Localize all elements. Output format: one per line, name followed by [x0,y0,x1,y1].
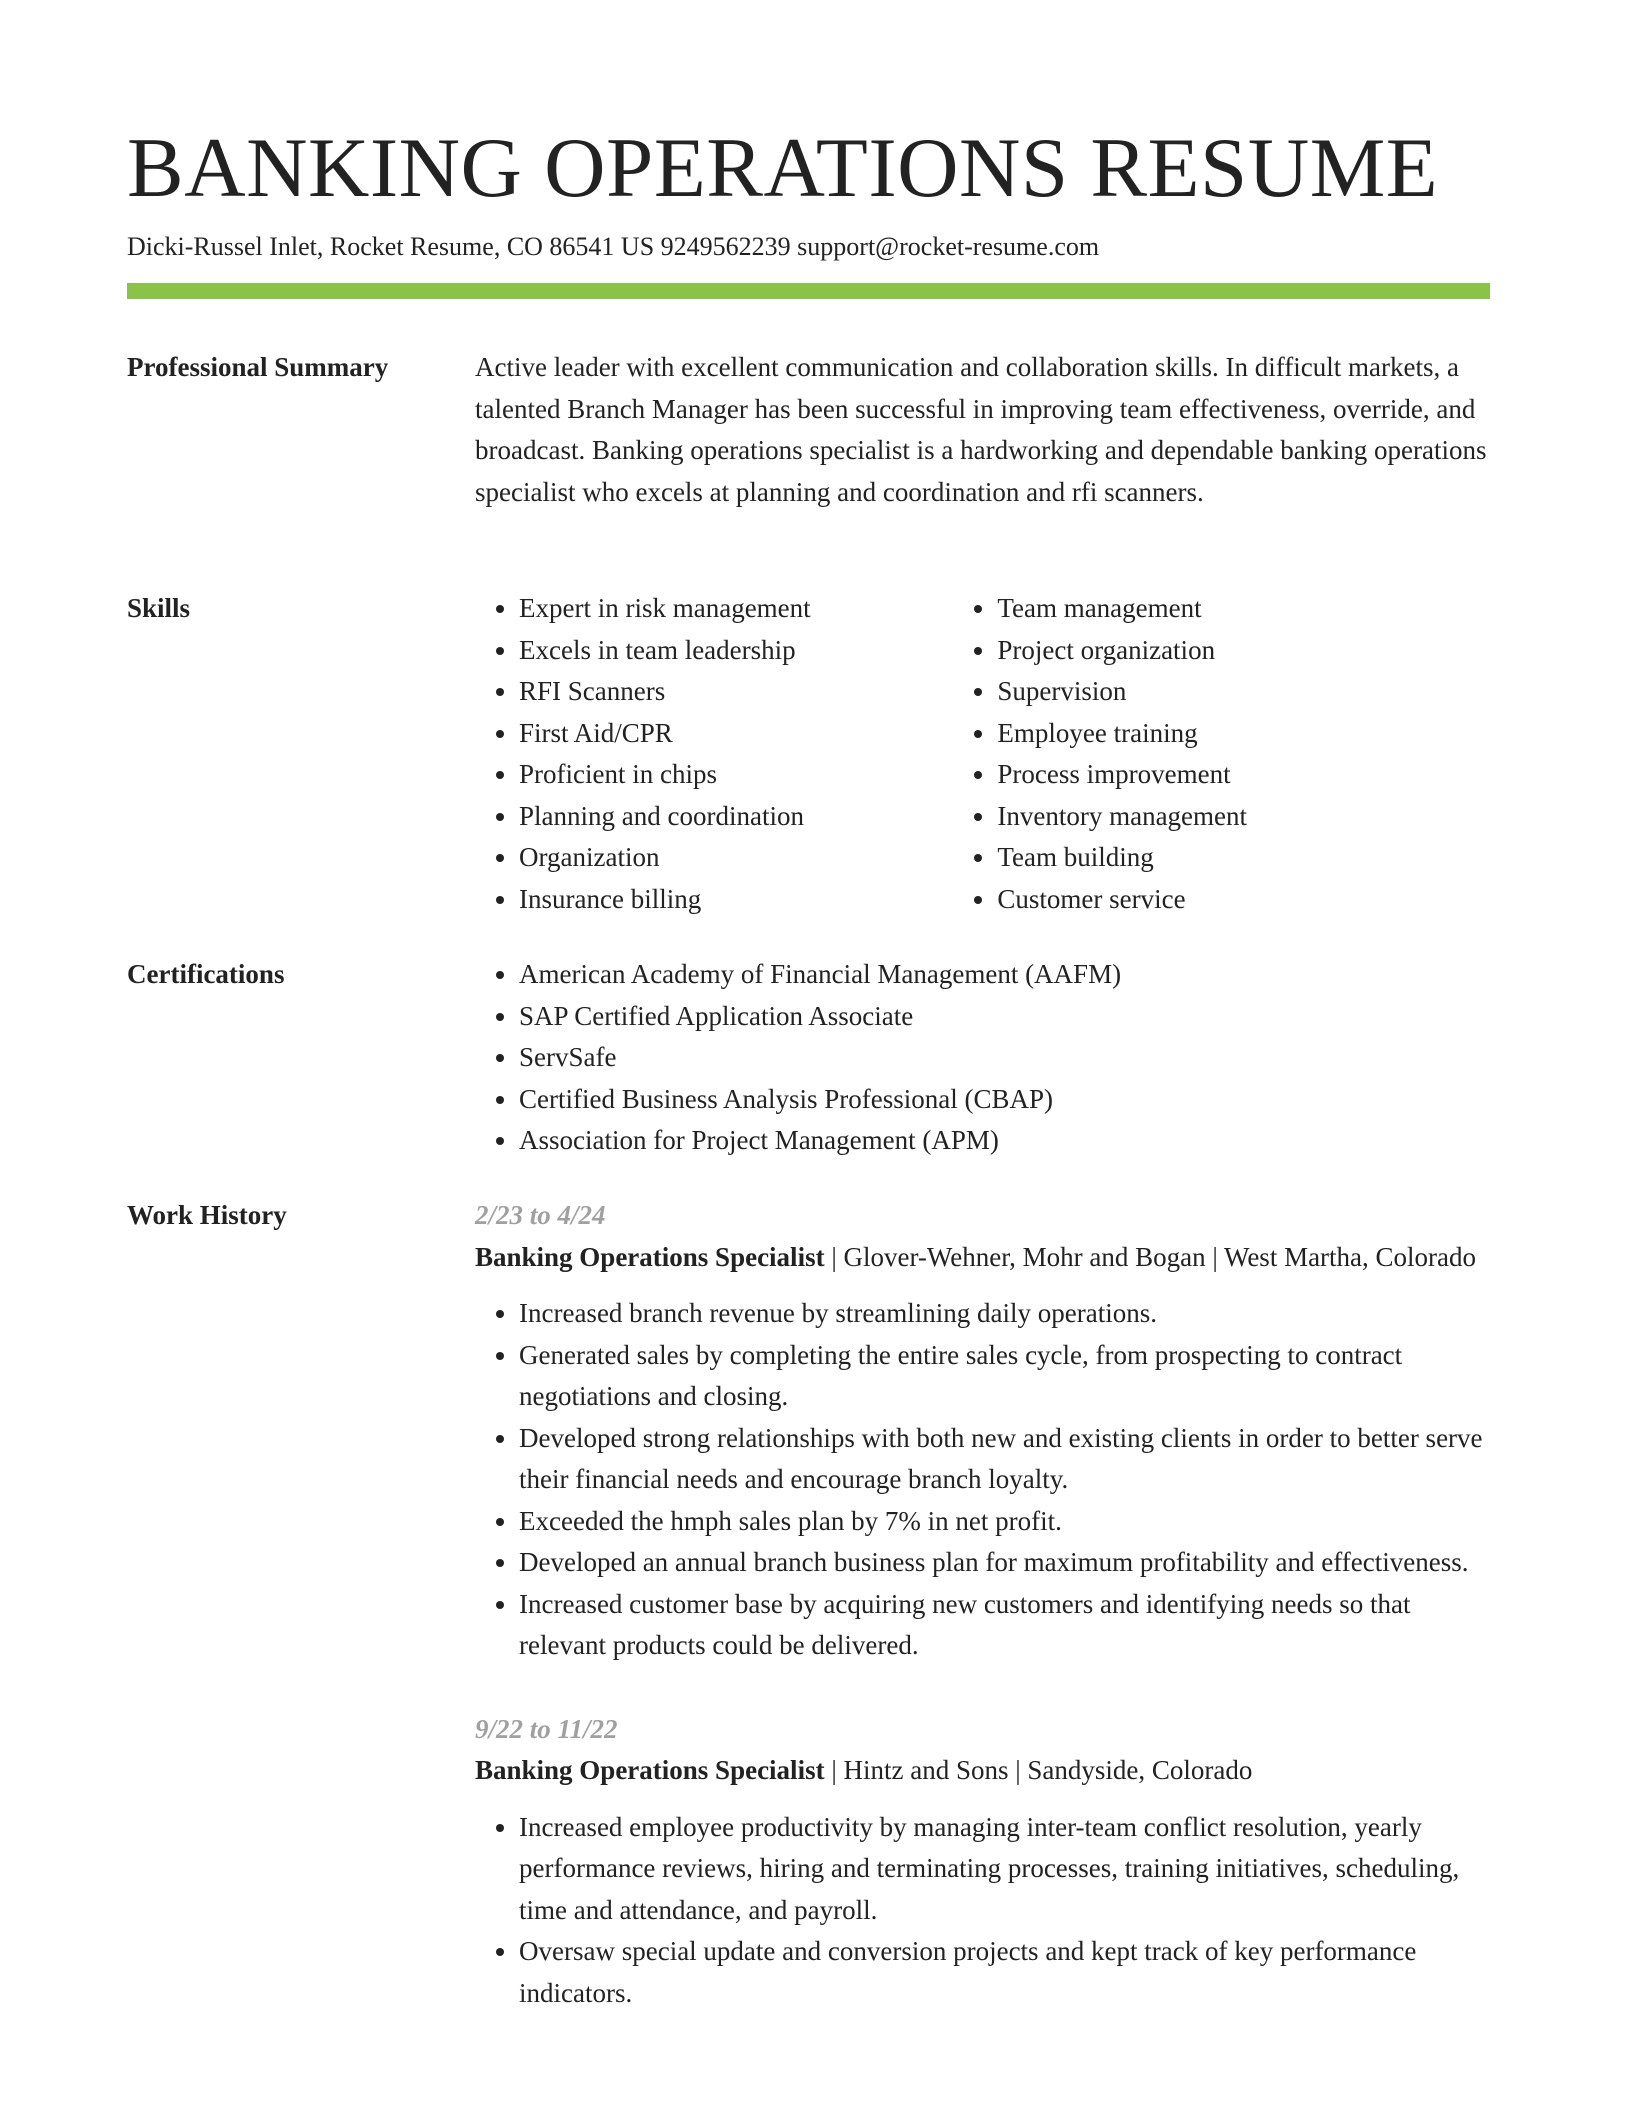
certification-item: • ServSafe [519,1037,1490,1079]
job-bullet: • Exceeded the hmph sales plan by 7% in net profit. [519,1501,1490,1543]
job-bullet: • Generated sales by completing the entire sales cycle, from prospecting to contract negotiations and closing. [519,1335,1490,1418]
skill-item: • Team management [997,588,1490,630]
job-details: | Glover-Wehner, Mohr and Bogan | West Martha, Colorado [824,1241,1477,1272]
skill-item: • First Aid/CPR [519,713,953,755]
summary-text: Active leader with excellent communication and collaboration skills. In difficult markets, a talented Branch Manager has been successful in improving team effectiveness, override, and broadcast. Banking operations specialist is a hardworking and dependable banking operations specialist who excels at planning and coordination and rfi scanners. [475,352,1487,507]
summary-heading: Professional Summary [127,352,389,382]
job-bullet: • Increased employee productivity by managing inter-team conflict resolution, yearly performance reviews, hiring and terminating processes, training initiatives, scheduling, time and attendance, and payroll. [519,1807,1490,1932]
certification-item: • Certified Business Analysis Professional (CBAP) [519,1079,1490,1121]
skills-list-left [475,588,953,920]
job-heading [475,1237,1490,1279]
job-bullet: • Oversaw special update and conversion projects and kept track of key performance indicators. [519,1931,1490,2014]
skill-item: • Planning and coordination [519,796,953,838]
job-bullets [475,1293,1490,1667]
certifications-heading: Certifications [127,959,285,989]
skill-item: • Project organization [997,630,1490,672]
skill-item: • Expert in risk management [519,588,953,630]
skills-heading: Skills [127,593,191,623]
work-history-body [475,1195,1490,2056]
skill-item: • RFI Scanners [519,671,953,713]
job-bullet: • Developed an annual branch business plan for maximum profitability and effectiveness. [519,1542,1490,1584]
header-divider [127,283,1490,299]
certification-item: • American Academy of Financial Management (AAFM) [519,954,1490,996]
skill-item: • Organization [519,837,953,879]
job-title: Banking Operations Specialist [475,1755,825,1785]
job-bullet: • Increased branch revenue by streamlining daily operations. [519,1293,1490,1335]
certifications-list [475,954,1490,1162]
certifications-body [475,954,1490,1162]
skill-item: • Employee training [997,713,1490,755]
skill-item: • Customer service [997,879,1490,921]
job-dates: 9/22 to 11/22 [475,1713,618,1744]
job-bullet: • Increased customer base by acquiring new customers and identifying needs so that relevant products could be delivered. [519,1584,1490,1667]
skill-item: • Process improvement [997,754,1490,796]
work-history-heading: Work History [127,1200,287,1230]
skill-item: • Team building [997,837,1490,879]
job-entry [475,1195,1490,1667]
skill-item: • Excels in team leadership [519,630,953,672]
skills-list-right [953,588,1490,920]
job-entry [475,1709,1490,2015]
contact-line: Dicki-Russel Inlet, Rocket Resume, CO 86541 US 9249562239 support@rocket-resume.com [127,232,1100,261]
resume-title: BANKING OPERATIONS RESUME [127,121,1439,215]
certification-item: • SAP Certified Application Associate [519,996,1490,1038]
job-heading [475,1750,1490,1792]
skill-item: • Proficient in chips [519,754,953,796]
skill-item: • Insurance billing [519,879,953,921]
skill-item: • Inventory management [997,796,1490,838]
skills-body [475,588,1490,920]
job-dates: 2/23 to 4/24 [475,1200,606,1230]
job-bullets [475,1807,1490,2015]
summary-body [475,347,1490,513]
certification-item: • Association for Project Management (APM) [519,1120,1490,1162]
job-title: Banking Operations Specialist [475,1241,825,1272]
job-details: | Hintz and Sons | Sandyside, Colorado [824,1755,1253,1785]
job-bullet: • Developed strong relationships with both new and existing clients in order to better serve their financial needs and encourage branch loyalty. [519,1418,1490,1501]
skill-item: • Supervision [997,671,1490,713]
